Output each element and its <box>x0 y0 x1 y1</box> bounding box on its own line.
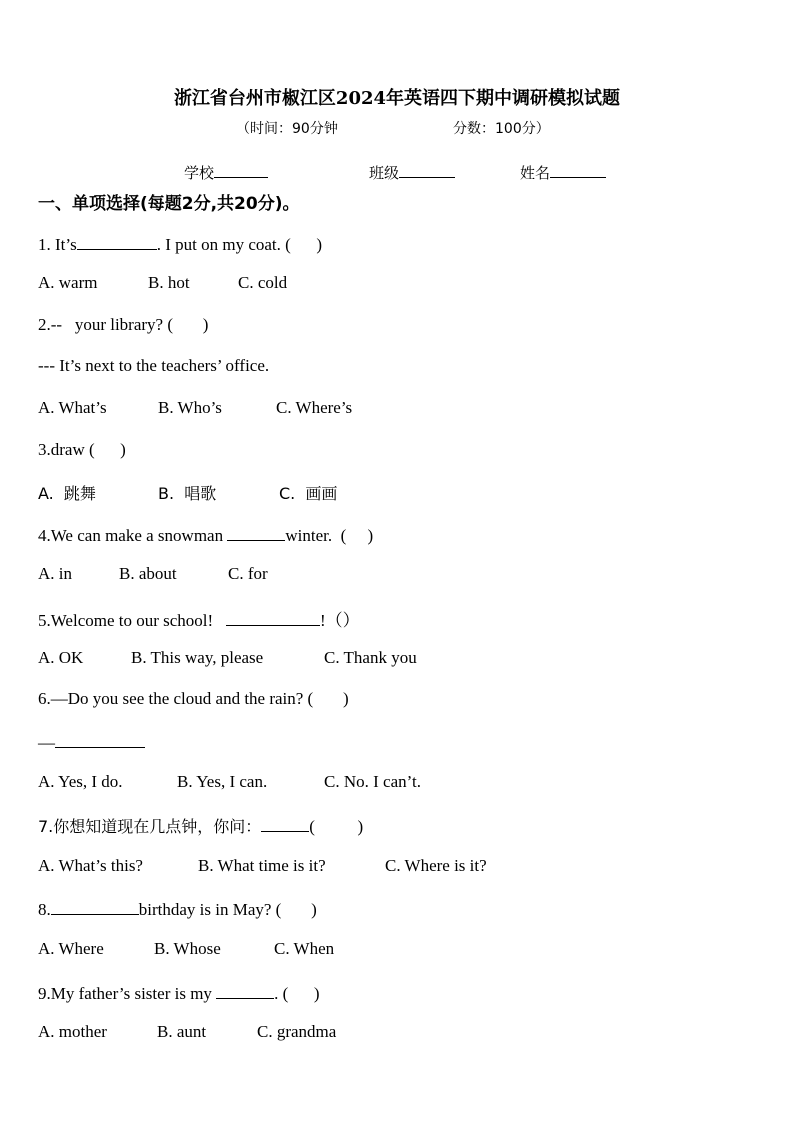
q5-option-b: B. This way, please <box>131 648 264 667</box>
q9-option-c: C. grandma <box>257 1022 337 1041</box>
q5-stem-b: !（） <box>319 611 360 630</box>
exam-title: 浙江省台州市椒江区2024年英语四下期中调研模拟试题 <box>173 88 621 109</box>
q8-stem-a: 8. <box>38 900 51 919</box>
q4-stem-a: 4.We can make a snowman <box>38 526 224 545</box>
q9-stem-a: 9.My father’s sister is my <box>38 984 212 1003</box>
q8-blank <box>51 897 139 915</box>
q9-blank <box>216 981 274 999</box>
q9-option-b: B. aunt <box>157 1022 207 1041</box>
school-label: 学校 <box>184 164 215 182</box>
school-field <box>184 160 268 183</box>
q7-blank <box>261 814 309 832</box>
question-7 <box>38 814 363 837</box>
name-label: 姓名 <box>520 164 551 182</box>
q7-option-c: C. Where is it? <box>385 856 487 875</box>
question-4 <box>38 523 373 546</box>
school-blank <box>214 160 268 178</box>
question-1 <box>38 232 322 255</box>
class-blank <box>399 160 455 178</box>
q3-option-a: A. 跳舞 <box>38 484 96 503</box>
question-6-answer-line <box>38 730 145 753</box>
q5-stem-a: 5.Welcome to our school! <box>38 611 214 630</box>
q7-option-a: A. What’s this? <box>38 856 143 875</box>
q8-stem-b: birthday is in May? ( ) <box>138 900 317 919</box>
q6-option-a: A. Yes, I do. <box>38 772 123 791</box>
exam-score: 分数：100分） <box>453 121 550 137</box>
q2-option-a: A. What’s <box>38 398 107 417</box>
q4-option-c: C. for <box>228 564 268 583</box>
q5-option-a: A. OK <box>38 648 84 667</box>
question-5 <box>38 606 360 631</box>
class-label: 班级 <box>369 164 400 182</box>
q7-stem-a: 7.你想知道现在几点钟，你问： <box>38 817 262 836</box>
q8-option-c: C. When <box>274 939 335 958</box>
q6-dash: — <box>38 733 55 752</box>
q9-option-a: A. mother <box>38 1022 107 1041</box>
q1-option-c: C. cold <box>238 273 288 292</box>
exam-time: （时间：90分钟 <box>236 121 338 137</box>
q6-option-c: C. No. I can’t. <box>324 772 421 791</box>
q3-option-b: B. 唱歌 <box>158 484 217 503</box>
name-blank <box>550 160 606 178</box>
q4-option-a: A. in <box>38 564 72 583</box>
q4-blank <box>227 523 285 541</box>
q6-blank <box>55 730 145 748</box>
q6-option-b: B. Yes, I can. <box>177 772 268 791</box>
q4-stem-b: winter. ( ) <box>285 526 374 545</box>
q3-option-c: C. 画画 <box>279 484 338 503</box>
q2-option-c: C. Where’s <box>276 398 353 417</box>
question-2-answer-line: --- It’s next to the teachers’ office. <box>38 356 270 375</box>
section-heading: 一、单项选择(每题2分,共20分)。 <box>38 194 300 214</box>
q7-stem-b: ( ) <box>309 817 364 836</box>
class-field <box>369 160 455 183</box>
q8-option-b: B. Whose <box>154 939 221 958</box>
q1-stem-b: . I put on my coat. ( ) <box>156 235 322 254</box>
question-8 <box>38 897 317 920</box>
question-3: 3.draw ( ) <box>38 440 126 459</box>
question-2: 2.-- your library? ( ) <box>38 315 209 334</box>
q8-option-a: A. Where <box>38 939 104 958</box>
q7-option-b: B. What time is it? <box>198 856 326 875</box>
q1-blank <box>77 232 157 250</box>
q1-option-b: B. hot <box>148 273 190 292</box>
q9-stem-b: . ( ) <box>274 984 320 1003</box>
name-field <box>520 160 606 183</box>
q5-option-c: C. Thank you <box>324 648 417 667</box>
q5-blank <box>226 608 320 626</box>
q1-stem-a: 1. It’s <box>38 235 77 254</box>
question-6: 6.—Do you see the cloud and the rain? ( ) <box>38 689 349 708</box>
question-9 <box>38 981 320 1004</box>
q1-option-a: A. warm <box>38 273 98 292</box>
q2-option-b: B. Who’s <box>158 398 222 417</box>
q4-option-b: B. about <box>119 564 177 583</box>
